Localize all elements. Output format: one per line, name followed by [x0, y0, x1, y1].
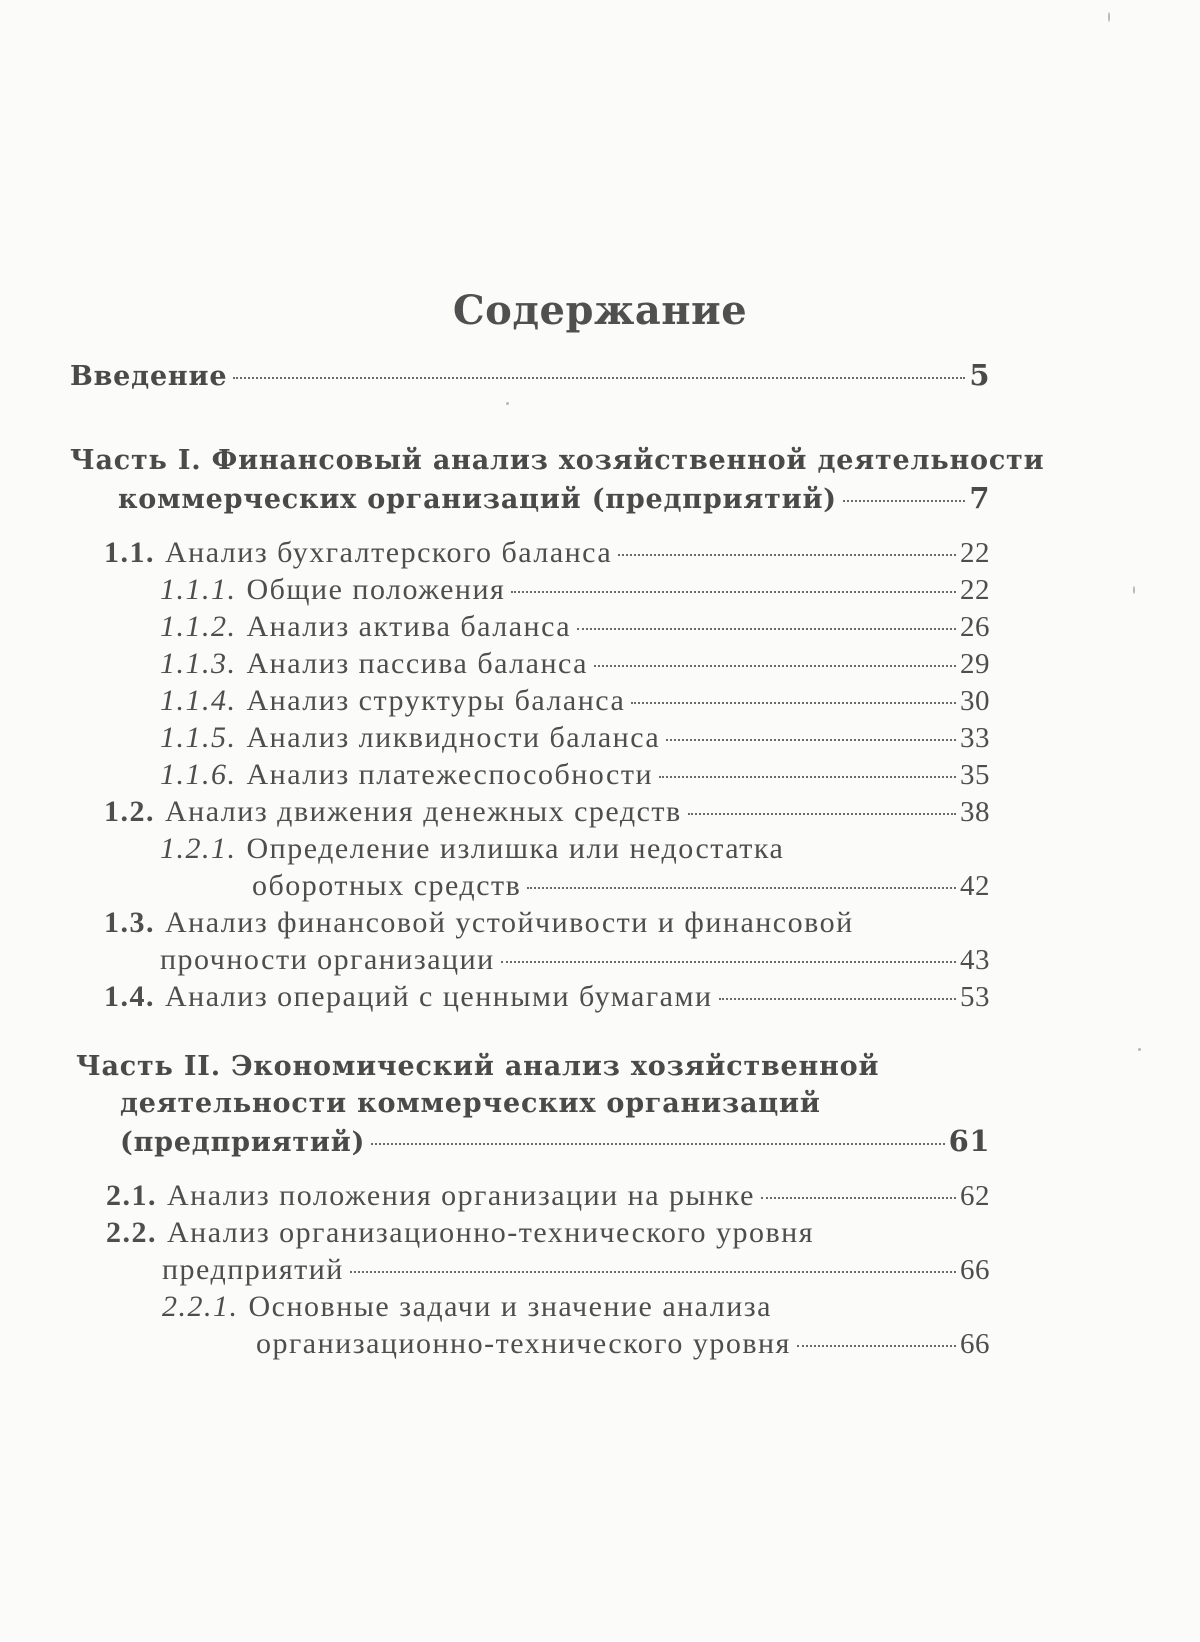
scan-speck — [506, 402, 509, 405]
toc-subsection-2-2-1-line-1[interactable] — [162, 1288, 772, 1326]
scan-speck — [1108, 12, 1110, 22]
toc-entry-label: Анализ бухгалтерского баланса — [165, 536, 613, 569]
toc-page-number: 22 — [960, 537, 990, 569]
toc-subsection-1-1-3[interactable] — [160, 645, 990, 683]
toc-section-2-2[interactable] — [162, 1251, 990, 1289]
toc-subsection-1-1-2[interactable] — [160, 608, 990, 646]
toc-part-1[interactable] — [118, 479, 990, 517]
toc-section-2-2-line-1[interactable] — [106, 1214, 814, 1252]
dot-leader — [666, 739, 956, 741]
dot-leader — [631, 702, 956, 704]
dot-leader — [659, 776, 956, 778]
toc-page-number: 29 — [960, 648, 990, 680]
section-number: 1.4. — [104, 980, 155, 1013]
toc-page-number: 35 — [960, 759, 990, 791]
toc-section-1-1[interactable] — [104, 534, 990, 572]
toc-part-2-line-2[interactable]: деятельности коммерческих организаций — [120, 1088, 821, 1119]
toc-entry-label: Анализ ликвидности баланса — [246, 721, 661, 754]
toc-entry-label: предприятий — [162, 1253, 344, 1286]
dot-leader — [350, 1271, 956, 1273]
toc-entry-label: Анализ операций с ценными бумагами — [165, 980, 713, 1013]
toc-entry-label: Основные задачи и значение анализа — [248, 1290, 772, 1323]
dot-leader — [371, 1143, 944, 1145]
section-number: 1.3. — [104, 906, 155, 939]
dot-leader — [761, 1197, 956, 1199]
toc-subsection-1-1-5[interactable] — [160, 719, 990, 757]
toc-page-number: 42 — [960, 870, 990, 902]
section-number: 1.1.3. — [160, 647, 237, 680]
dot-leader — [797, 1345, 956, 1347]
page-title: Содержание — [452, 287, 748, 334]
toc-entry-label: Анализ положения организации на рынке — [167, 1179, 755, 1212]
section-number: 1.2.1. — [160, 832, 237, 865]
toc-page-number: 22 — [960, 574, 990, 606]
toc-entry-label: Анализ платежеспособности — [246, 758, 654, 791]
toc-entry-label: Анализ структуры баланса — [246, 684, 626, 717]
toc-section-1-2[interactable] — [104, 793, 990, 831]
toc-section-1-3[interactable] — [160, 941, 990, 979]
dot-leader — [233, 377, 965, 379]
toc-entry-intro[interactable] — [70, 356, 990, 394]
toc-subsection-1-1-4[interactable] — [160, 682, 990, 720]
toc-entry-label: Анализ финансовой устойчивости и финансовой — [165, 906, 854, 939]
dot-leader — [688, 813, 956, 815]
scan-speck — [1133, 586, 1135, 594]
section-number: 1.1.6. — [160, 758, 237, 791]
toc-subsection-1-2-1[interactable] — [252, 867, 990, 905]
section-number: 2.1. — [106, 1179, 157, 1212]
toc-subsection-1-1-1[interactable] — [160, 571, 990, 609]
section-number: 1.1. — [104, 536, 155, 569]
section-number: 2.2.1. — [162, 1290, 239, 1323]
toc-page-number: 30 — [960, 685, 990, 717]
toc-page-number: 7 — [969, 481, 990, 515]
toc-entry-label: оборотных средств — [252, 869, 522, 902]
toc-page-number: 66 — [960, 1254, 990, 1286]
section-number: 2.2. — [106, 1216, 157, 1249]
dot-leader — [594, 665, 956, 667]
toc-subsection-1-1-6[interactable] — [160, 756, 990, 794]
toc-part-1-line-1[interactable]: Часть I. Финансовый анализ хозяйственной деятельности — [70, 445, 1045, 476]
toc-section-1-3-line-1[interactable] — [104, 904, 854, 942]
toc-entry-label: Анализ организационно-технического уровня — [167, 1216, 815, 1249]
dot-leader — [501, 961, 956, 963]
toc-entry-label: организационно-технического уровня — [256, 1327, 791, 1360]
toc-entry-label: коммерческих организаций (предприятий) — [118, 484, 837, 515]
toc-page-number: 33 — [960, 722, 990, 754]
section-number: 1.1.4. — [160, 684, 237, 717]
toc-page-number: 66 — [960, 1328, 990, 1360]
toc-page-number: 53 — [960, 981, 990, 1013]
toc-page-number: 43 — [960, 944, 990, 976]
dot-leader — [511, 591, 956, 593]
toc-part-2-line-1[interactable]: Часть II. Экономический анализ хозяйственной — [76, 1051, 880, 1082]
toc-page-number: 62 — [960, 1180, 990, 1212]
dot-leader — [618, 554, 956, 556]
toc-entry-label: Анализ актива баланса — [246, 610, 572, 643]
dot-leader — [843, 500, 965, 502]
toc-subsection-2-2-1[interactable] — [256, 1325, 990, 1363]
scan-speck — [1138, 1048, 1141, 1051]
toc-entry-label: прочности организации — [160, 943, 495, 976]
dot-leader — [527, 887, 956, 889]
section-number: 1.1.5. — [160, 721, 237, 754]
section-number: 1.1.1. — [160, 573, 237, 606]
toc-entry-label: Определение излишка или недостатка — [246, 832, 785, 865]
toc-section-1-4[interactable] — [104, 978, 990, 1016]
toc-part-2[interactable] — [120, 1122, 990, 1160]
toc-entry-label: Анализ пассива баланса — [246, 647, 588, 680]
toc-page-number: 61 — [948, 1124, 990, 1158]
section-number: 1.2. — [104, 795, 155, 828]
toc-entry-label: (предприятий) — [120, 1127, 366, 1158]
toc-page-number: 5 — [969, 358, 990, 392]
toc-entry-label: Общие положения — [246, 573, 506, 606]
toc-section-2-1[interactable] — [106, 1177, 990, 1215]
dot-leader — [719, 998, 957, 1000]
toc-page-number: 38 — [960, 796, 990, 828]
toc-entry-label: Анализ движения денежных средств — [165, 795, 682, 828]
toc-entry-label: Введение — [70, 361, 228, 392]
dot-leader — [577, 628, 956, 630]
toc-subsection-1-2-1-line-1[interactable] — [160, 830, 784, 868]
toc-page-number: 26 — [960, 611, 990, 643]
section-number: 1.1.2. — [160, 610, 237, 643]
